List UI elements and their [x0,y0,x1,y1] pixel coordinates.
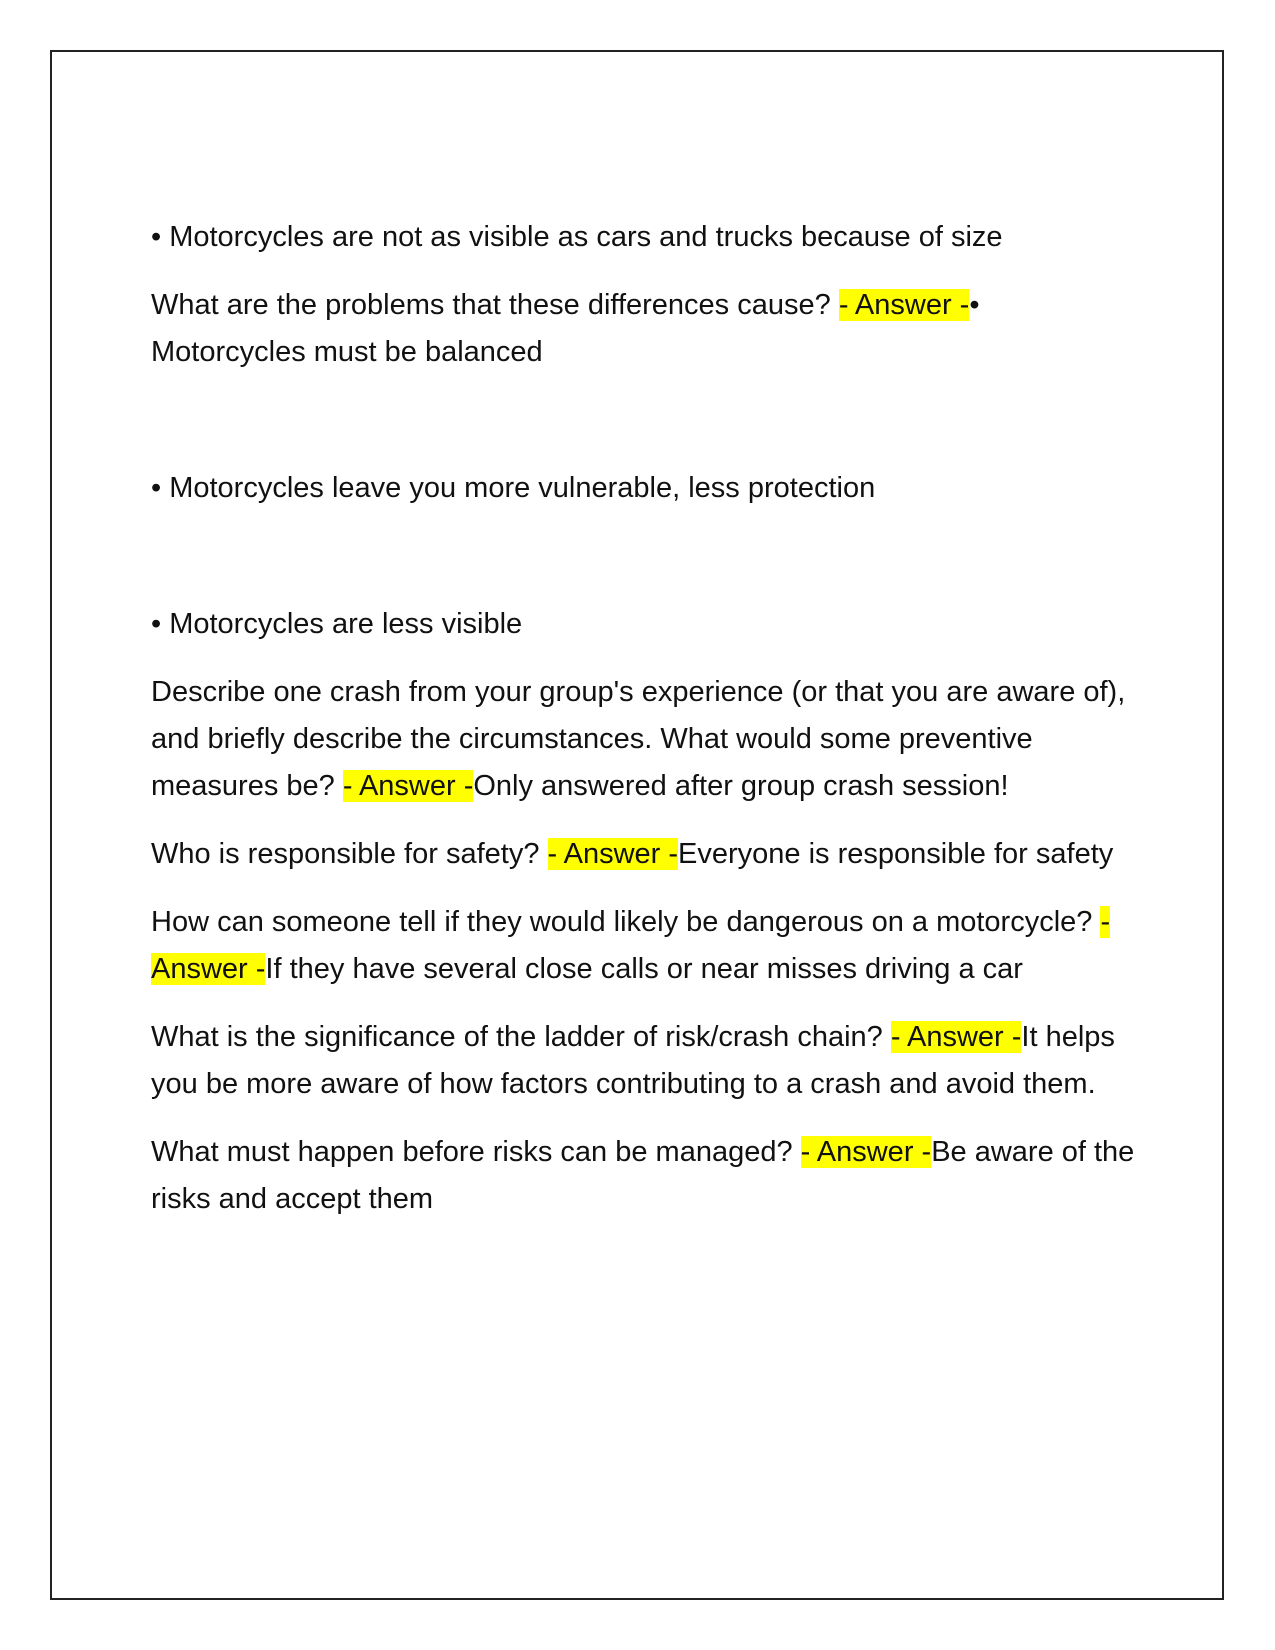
question-text: What are the problems that these differences cause? [151,289,839,321]
answer-marker: - Answer - [838,289,970,321]
document-body [151,214,1141,1244]
qa-item [151,669,1141,810]
question-text: Describe one crash from your group's experience (or that you are aware of), and briefly describe the circumstances. What would some preventive measures be? [151,676,1126,802]
question-text: What is the significance of the ladder of risk/crash chain? [151,1021,891,1053]
question-text: Who is responsible for safety? [151,838,548,870]
bullet-text: • Motorcycles are not as visible as cars and trucks because of size [151,221,1003,253]
answer-marker: - Answer - [151,906,1111,985]
answer-marker: - Answer - [342,770,474,802]
spacer [151,397,1141,465]
qa-item [151,1129,1141,1223]
spacer [151,533,1141,601]
bullet-text: • Motorcycles leave you more vulnerable, less protection [151,472,876,504]
bullet-item [151,601,1141,648]
question-text: What must happen before risks can be managed? [151,1136,801,1168]
qa-item [151,282,1141,376]
answer-text: Only answered after group crash session! [473,770,1009,802]
qa-item [151,899,1141,993]
answer-text: Be aware of the risks and accept them [151,1136,1135,1215]
question-text: How can someone tell if they would likely be dangerous on a motorcycle? [151,906,1101,938]
answer-marker: - Answer - [547,838,679,870]
answer-text: It helps you be more aware of how factors contributing to a crash and avoid them. [151,1021,1115,1100]
answer-text: If they have several close calls or near misses driving a car [265,953,1023,985]
answer-marker: - Answer - [800,1136,932,1168]
bullet-item [151,465,1141,512]
answer-text: • Motorcycles must be balanced [151,289,980,368]
qa-item [151,831,1141,878]
bullet-item [151,214,1141,261]
answer-marker: - Answer - [890,1021,1022,1053]
answer-text: Everyone is responsible for safety [678,838,1114,870]
bullet-text: • Motorcycles are less visible [151,608,523,640]
qa-item [151,1014,1141,1108]
